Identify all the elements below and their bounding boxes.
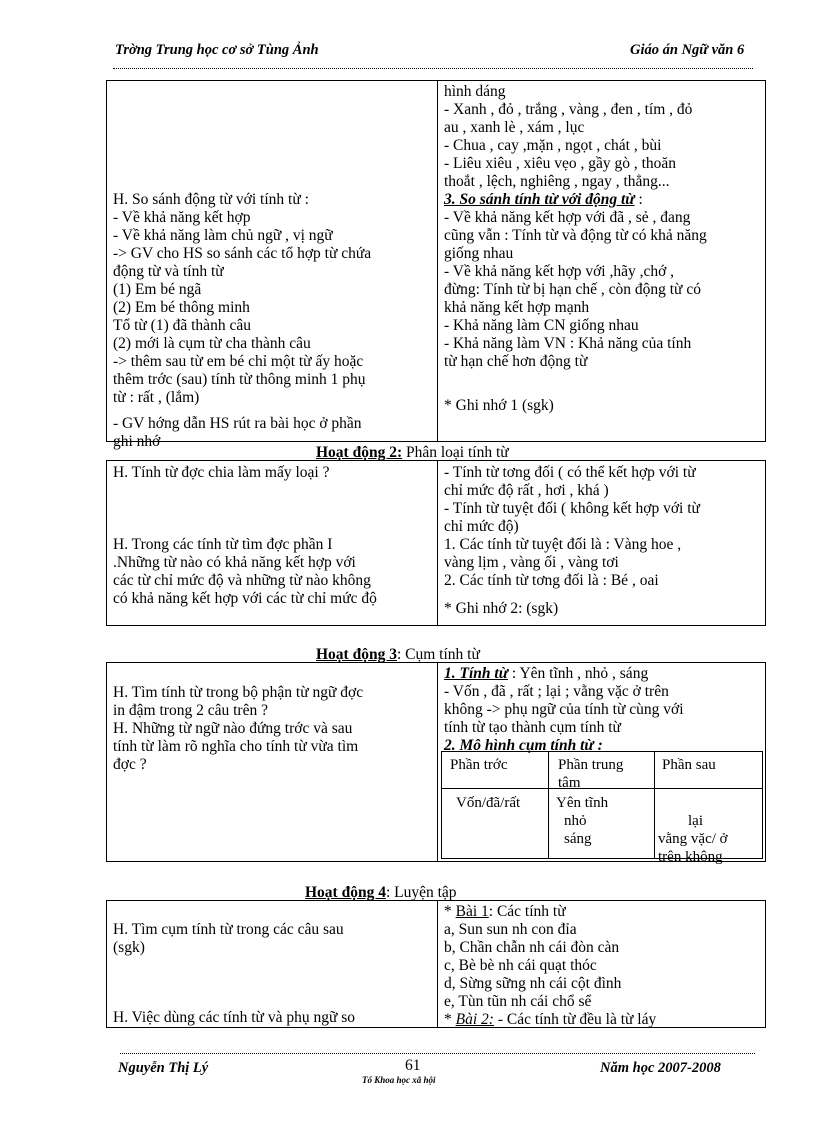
text-line: - Tính từ tơng đối ( có thể kết hợp với từ: [444, 464, 696, 481]
text-line: (2) mới là cụm từ cha thành câu: [113, 335, 311, 352]
text-line: - Liêu xiêu , xiêu vẹo , gầy gò , thoăn: [444, 155, 677, 172]
text-line: e, Tùn tũn nh cái chổ sể: [444, 993, 592, 1010]
text-line: d, Sừng sững nh cái cột đình: [444, 975, 622, 992]
column-divider: [437, 461, 438, 625]
text-line: Yên tĩnh: [556, 795, 609, 811]
table-practice: [106, 900, 766, 1028]
text-line: Phần trung: [558, 757, 624, 773]
section-title: Hoạt động 3: [316, 646, 397, 663]
model-cell-center: [556, 794, 608, 848]
text-line: - Về khả năng kết hợp với ,hãy ,chớ ,: [444, 263, 675, 280]
text-line: - Xanh , đỏ , trắng , vàng , đen , tím , đỏ: [444, 101, 693, 118]
text-line: Tổ từ (1) đã thành câu: [113, 317, 251, 334]
section-text: : Luyện tập: [385, 884, 457, 901]
model-header-after: Phần sau: [662, 757, 716, 773]
text-line: 1. Các tính từ tuyệt đối là : Vàng hoe ,: [444, 536, 682, 553]
text-line: 2. Các tính từ tơng đối là : Bé , oai: [444, 572, 659, 589]
subheading-adjective: 1. Tính từ: [444, 665, 508, 682]
text-line: - Chua , cay ,mặn , ngọt , chát , bùi: [444, 137, 662, 154]
subheading-colon: :: [634, 191, 643, 208]
text-line: - Khả năng làm CN giống nhau: [444, 317, 639, 334]
footer-department: Tổ Khoa học xã hội: [362, 1075, 436, 1085]
text-line: (sgk): [113, 939, 145, 956]
text-line: động từ và tính từ: [113, 263, 224, 280]
text-line: cũng vẫn : Tính từ và động từ có khả năng: [444, 227, 707, 244]
table-classification: [106, 460, 766, 626]
text-line: nhỏ: [564, 813, 587, 829]
exercise-1-line: [444, 903, 656, 921]
teacher-questions-cell: [113, 191, 371, 451]
text-line: tâm: [558, 775, 581, 791]
model-cell-before: Vốn/đã/rất: [456, 795, 521, 811]
text-line: b, Chần chẫn nh cái đòn càn: [444, 939, 620, 956]
exercise-1-label: Bài 1: [455, 903, 489, 920]
text-line: au , xanh lè , xám , lục: [444, 119, 585, 136]
text-line: H. So sánh động từ với tính từ :: [113, 191, 309, 208]
subheading-model: 2. Mô hình cụm tính từ :: [444, 737, 603, 754]
text-line: thêm trớc (sau) tính từ thông minh 1 phụ: [113, 371, 366, 388]
table-comparison: [106, 80, 766, 450]
text-line: sáng: [564, 831, 592, 847]
text-line: ghi nhớ: [113, 433, 161, 450]
text-line: -> GV cho HS so sánh các tổ hợp từ chứa: [113, 245, 372, 262]
exercise-2-label: Bài 2:: [455, 1011, 494, 1028]
text-line: .Những từ nào có khả năng kết hợp với: [113, 554, 356, 571]
teacher-questions-cell: [113, 921, 355, 1027]
model-cell-after: [658, 812, 728, 866]
model-header-before: Phần trớc: [450, 757, 508, 773]
section-title: Hoạt động 2:: [316, 444, 403, 461]
header-subject: Giáo án Ngữ văn 6: [630, 42, 745, 58]
bullet: *: [444, 903, 456, 920]
text-line: đợc ?: [113, 756, 147, 773]
text-line: (1) Em bé ngã: [113, 281, 202, 298]
model-col-divider: [654, 752, 655, 858]
subheading-compare: 3. So sánh tính từ với động từ: [444, 191, 635, 208]
text-line: không -> phụ ngữ của tính từ cùng với: [444, 701, 684, 718]
text-line: (2) Em bé thông minh: [113, 299, 250, 316]
content-cell: [444, 665, 684, 755]
text-line: từ : rất , (lắm): [113, 389, 200, 406]
text-line: - GV hớng dẫn HS rút ra bài học ở phần: [113, 415, 362, 432]
model-header-center: [558, 756, 623, 792]
subheading-line: [444, 191, 707, 209]
table-adjective-phrase: [106, 662, 766, 865]
text-line: giống nhau: [444, 245, 514, 262]
memo-line: * Ghi nhớ 1 (sgk): [444, 397, 554, 414]
text-line: chỉ mức độ rất , hơi , khá ): [444, 482, 609, 499]
footer-school-year: Năm học 2007-2008: [600, 1060, 721, 1076]
text-line: - Khả năng làm VN : Khả năng của tính: [444, 335, 692, 352]
text-line: a, Sun sun nh con đỉa: [444, 921, 577, 938]
text-line: thoắt , lệch, nghiêng , ngay , thẳng...: [444, 173, 670, 190]
text-line: khả năng kết hợp mạnh: [444, 299, 590, 316]
column-divider: [437, 81, 438, 441]
header-school: Trờng Trung học cơ sở Tùng Ảnh: [115, 42, 319, 58]
text-line: vàng lịm , vàng ối , vàng tơi: [444, 554, 619, 571]
section-text: Phân loại tính từ: [402, 444, 509, 461]
text-line: hình dáng: [444, 83, 506, 100]
subheading-rest: : Yên tĩnh , nhỏ , sáng: [507, 665, 649, 682]
exercise-2-text: - Các tính từ đều là từ láy: [493, 1011, 657, 1028]
bullet: *: [444, 1011, 456, 1028]
teacher-questions-cell: [113, 464, 377, 608]
section-title: Hoạt động 4: [305, 884, 386, 901]
teacher-questions-cell: [113, 684, 363, 774]
content-cell: [444, 903, 656, 1029]
text-line: - Vốn , đã , rất ; lại ; vằng vặc ở trên: [444, 683, 669, 700]
content-cell: [444, 83, 707, 415]
text-line: đừng: Tính từ bị hạn chế , còn động từ có: [444, 281, 701, 298]
text-line: - Về khả năng làm chủ ngữ , vị ngữ: [113, 227, 333, 244]
text-line: tính từ làm rõ nghĩa cho tính từ vừa tìm: [113, 738, 359, 755]
footer-dotted-rule: [120, 1053, 755, 1054]
phrase-model-table: [441, 751, 763, 865]
text-line: từ hạn chế hơn động từ: [444, 353, 588, 370]
model-col-divider: [548, 752, 549, 858]
column-divider: [437, 663, 438, 861]
column-divider: [437, 901, 438, 1027]
text-line: H. Tìm tính từ trong bộ phận từ ngữ đợc: [113, 684, 364, 701]
text-line: H. Tính từ đợc chia làm mấy loại ?: [113, 464, 330, 481]
page-number: 61: [405, 1057, 421, 1074]
text-line: - Tính từ tuyệt đối ( không kết hợp với từ: [444, 500, 700, 517]
text-line: chỉ mức độ): [444, 518, 519, 535]
text-line: - Về khả năng kết hợp: [113, 209, 251, 226]
section-text: : Cụm tính từ: [396, 646, 480, 663]
text-line: có khả năng kết hợp với các từ chỉ mức độ: [113, 590, 377, 607]
text-line: c, Bè bè nh cái quạt thóc: [444, 957, 597, 974]
exercise-2-line: [444, 1011, 656, 1029]
text-line: lại: [688, 813, 703, 829]
text-line: H. Việc dùng các tính từ và phụ ngữ so: [113, 1009, 356, 1026]
footer-author: Nguyễn Thị Lý: [118, 1060, 209, 1076]
text-line: vằng vặc/ ở: [658, 831, 728, 847]
text-line: H. Trong các tính từ tìm đợc phần I: [113, 536, 333, 553]
text-line: H. Những từ ngữ nào đứng trớc và sau: [113, 720, 353, 737]
header-dotted-rule: [113, 68, 753, 69]
text-line: trên không: [658, 849, 723, 865]
content-cell: [444, 464, 700, 618]
text-line: in đậm trong 2 câu trên ?: [113, 702, 268, 719]
memo-line: * Ghi nhớ 2: (sgk): [444, 600, 559, 617]
text-line: - Về khả năng kết hợp với đã , sẻ , đang: [444, 209, 691, 226]
text-line: H. Tìm cụm tính từ trong các câu sau: [113, 921, 344, 938]
text-line: các từ chỉ mức độ và những từ nào không: [113, 572, 371, 589]
subheading-line: [444, 665, 684, 683]
exercise-1-text: : Các tính từ: [488, 903, 566, 920]
text-line: -> thêm sau từ em bé chỉ một từ ấy hoặc: [113, 353, 364, 370]
text-line: tính từ tạo thành cụm tính từ: [444, 719, 621, 736]
